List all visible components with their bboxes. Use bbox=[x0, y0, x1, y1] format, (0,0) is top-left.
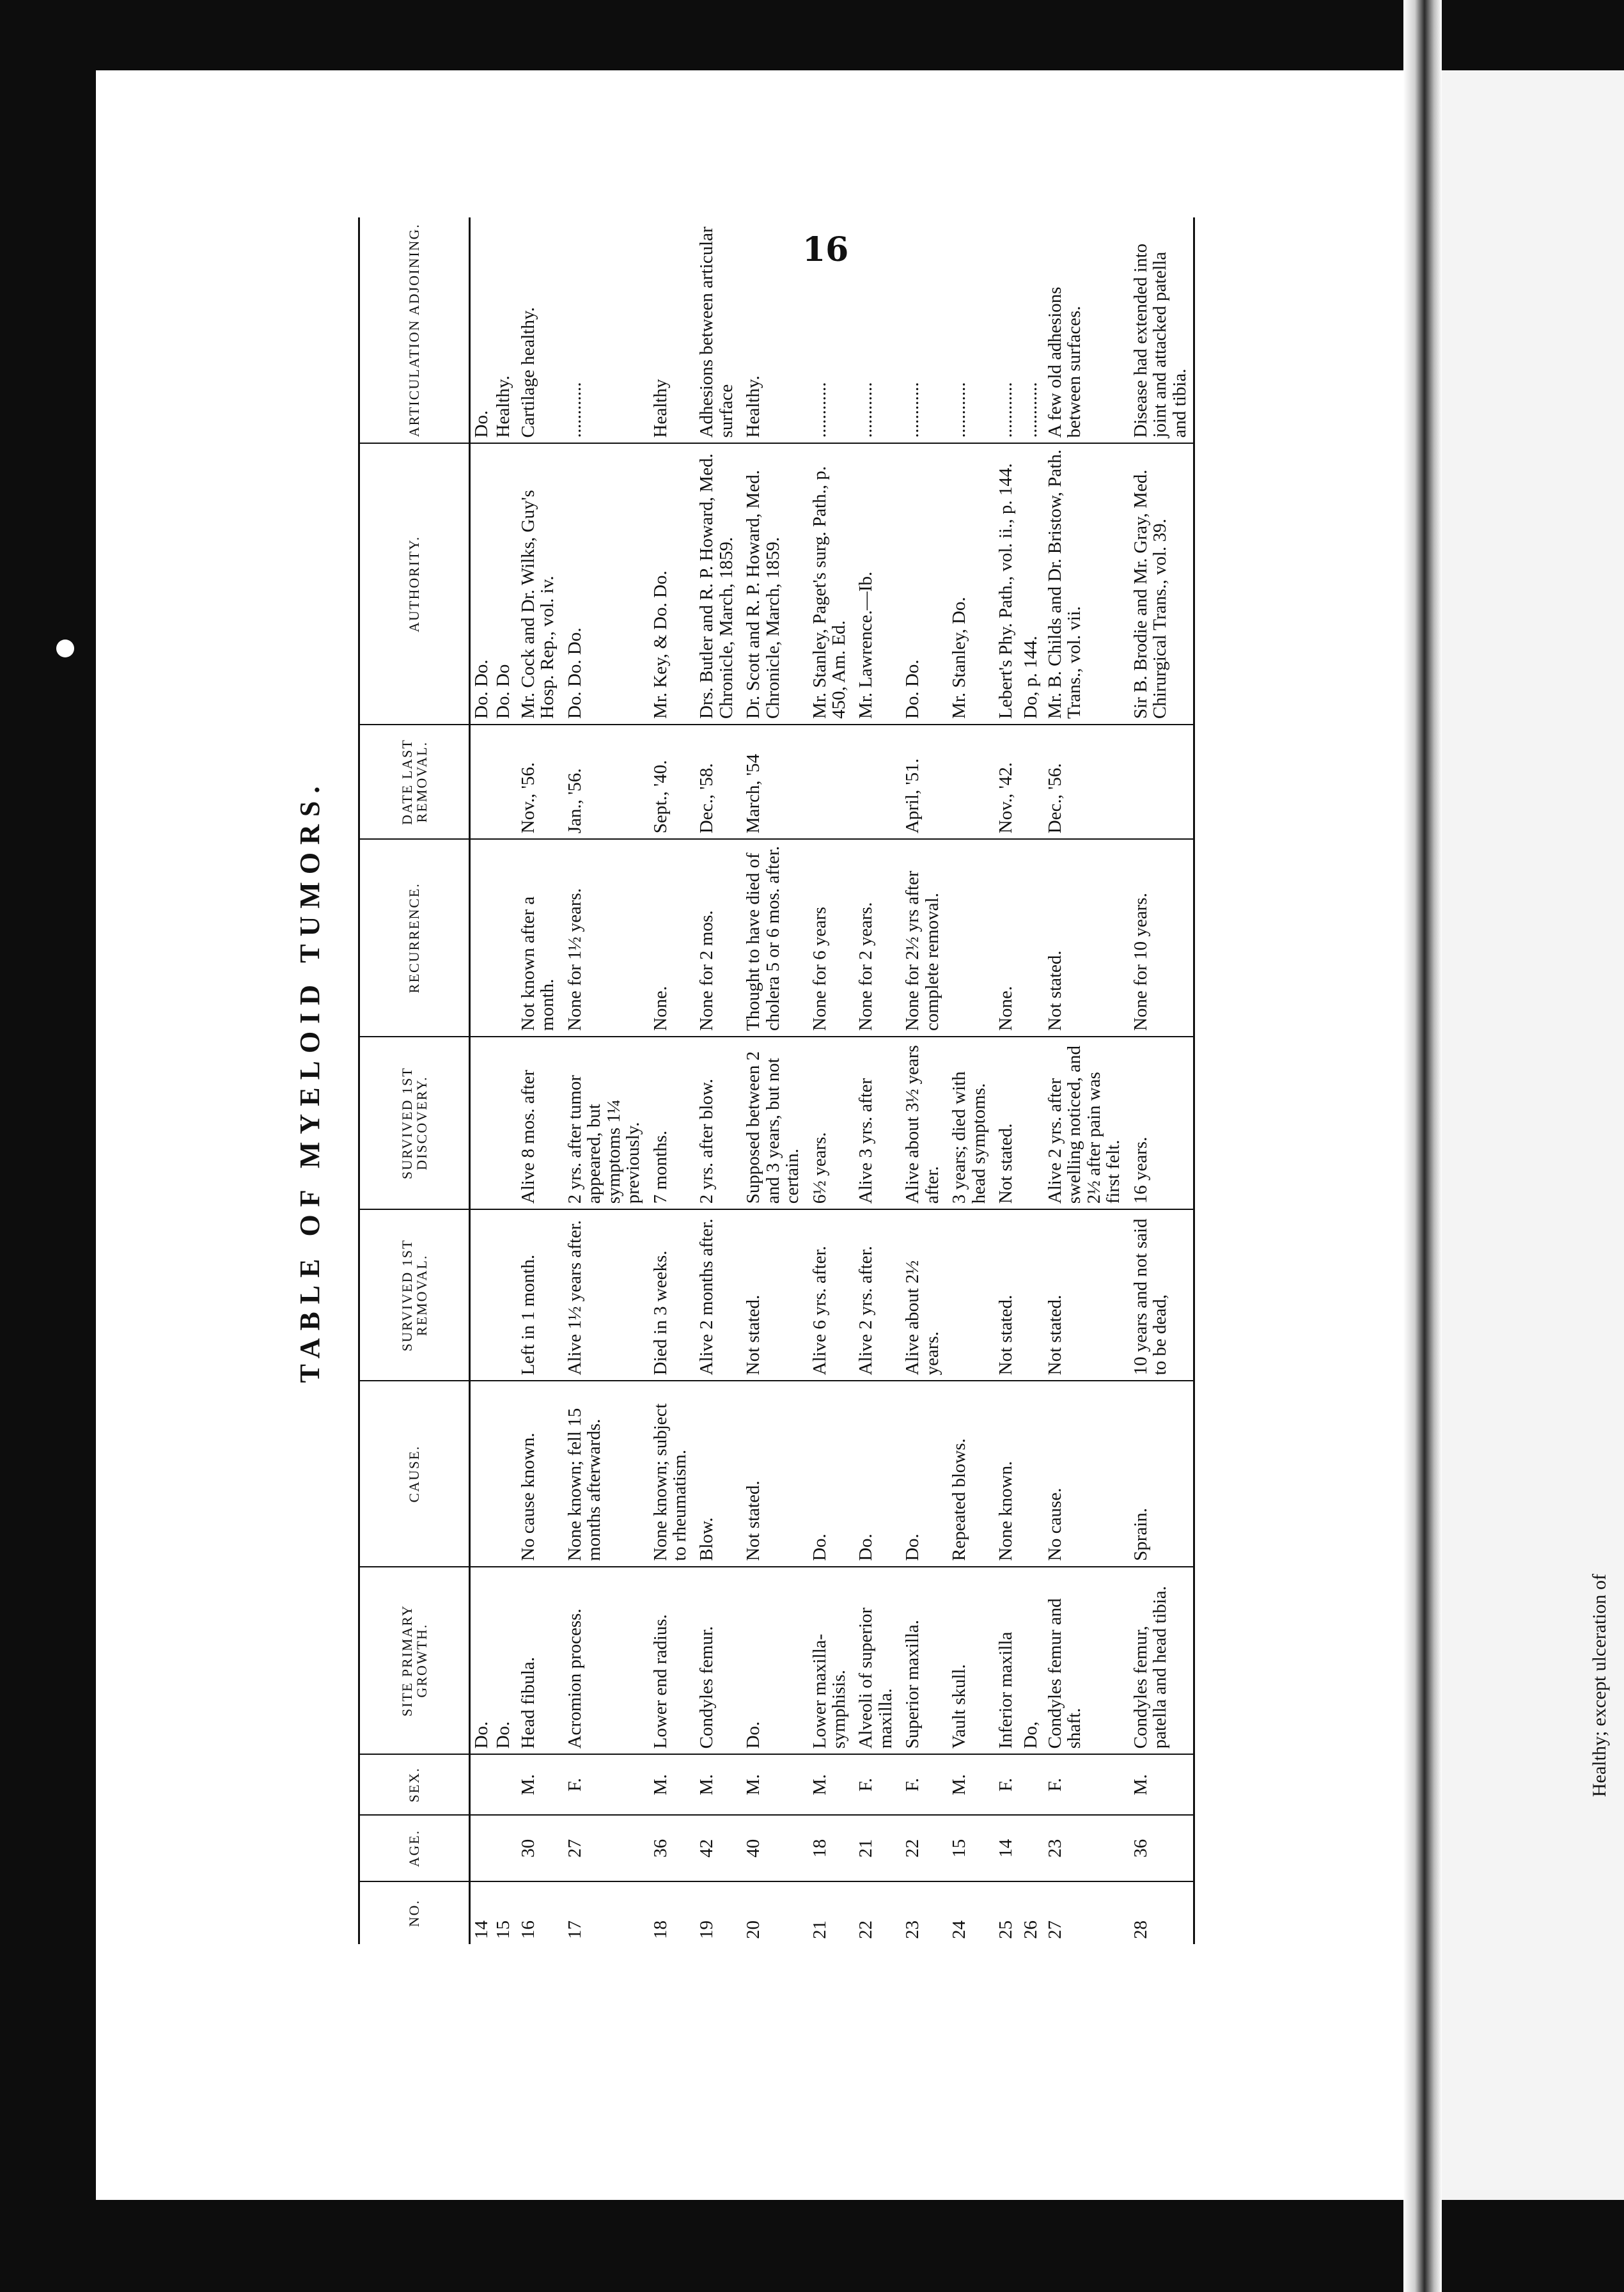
cell-survived-removal: Not stated. bbox=[992, 1209, 1019, 1381]
cell-no: 17 bbox=[564, 1920, 585, 1939]
table-row bbox=[561, 217, 647, 1944]
table-row bbox=[693, 217, 740, 1944]
cell-survived-removal: Alive 2 months after. bbox=[693, 1209, 740, 1381]
cell-authority: Do. Do. bbox=[899, 443, 946, 725]
cell-cause: Sprain. bbox=[1127, 1381, 1194, 1567]
cell-articulation: Do. bbox=[470, 217, 493, 443]
cell-articulation: Disease had extended into joint and attacked patella and tibia. bbox=[1127, 217, 1194, 443]
cell-site: Lower end radius. bbox=[647, 1567, 694, 1754]
cell-sex: M. bbox=[946, 1754, 992, 1815]
adjacent-page-fragment: Healthy; except ulceration of bbox=[1589, 1573, 1610, 1797]
table-header-row bbox=[359, 217, 470, 1944]
cell-site: Do. bbox=[492, 1567, 514, 1754]
cell-survived-discovery: 6½ years. bbox=[806, 1037, 853, 1209]
cell-survived-discovery: Not stated. bbox=[992, 1037, 1019, 1209]
cell-articulation: ............ bbox=[852, 217, 899, 443]
cell-survived-removal: Left in 1 month. bbox=[515, 1209, 561, 1381]
cell-articulation: Adhesions between articular surface bbox=[693, 217, 740, 443]
cell-authority: Mr. Stanley, Do. bbox=[946, 443, 992, 725]
cell-no: 20 bbox=[743, 1920, 764, 1939]
cell-articulation: ............ bbox=[1020, 217, 1042, 443]
cell-articulation: A few old adhesions between surfaces. bbox=[1042, 217, 1127, 443]
cell-age: 22 bbox=[899, 1815, 946, 1881]
cell-sex: M. bbox=[740, 1754, 806, 1815]
cell-sex: F. bbox=[852, 1754, 899, 1815]
cell-survived-discovery bbox=[1020, 1037, 1042, 1209]
header-age: AGE. bbox=[359, 1815, 470, 1881]
cell-survived-removal: Alive about 2½ years. bbox=[899, 1209, 946, 1381]
cell-site: Do. bbox=[740, 1567, 806, 1754]
table-row bbox=[740, 217, 806, 1944]
cell-cause: No cause. bbox=[1042, 1381, 1127, 1567]
cell-cause: None known; fell 15 months afterwards. bbox=[561, 1381, 647, 1567]
cell-survived-removal: Not stated. bbox=[1042, 1209, 1127, 1381]
cell-authority: Mr. Key, & Do. Do. bbox=[647, 443, 694, 725]
header-survived-removal: SURVIVED 1ST REMOVAL. bbox=[359, 1209, 470, 1381]
cell-cause: Do. bbox=[899, 1381, 946, 1567]
cell-survived-discovery: 16 years. bbox=[1127, 1037, 1194, 1209]
cell-no: 19 bbox=[696, 1920, 717, 1939]
cell-site: Vault skull. bbox=[946, 1567, 992, 1754]
cell-site: Condyles femur. bbox=[693, 1567, 740, 1754]
cell-articulation: ............ bbox=[992, 217, 1019, 443]
cell-survived-discovery: 2 yrs. after tumor appeared, but symptoms 1¼ previously. bbox=[561, 1037, 647, 1209]
cell-survived-removal bbox=[470, 1209, 493, 1381]
table-row bbox=[647, 217, 694, 1944]
rotated-table-block bbox=[281, 217, 1464, 1944]
cell-no: 22 bbox=[855, 1920, 877, 1939]
header-sex: SEX. bbox=[359, 1754, 470, 1815]
table-row bbox=[992, 217, 1019, 1944]
cell-survived-discovery bbox=[492, 1037, 514, 1209]
cell-date bbox=[492, 725, 514, 839]
table-row bbox=[1127, 217, 1194, 1944]
header-survived-discovery: SURVIVED 1ST DISCOVERY. bbox=[359, 1037, 470, 1209]
cell-age: 42 bbox=[693, 1815, 740, 1881]
table-row bbox=[470, 217, 493, 1944]
cell-survived-removal: Alive 1½ years after. bbox=[561, 1209, 647, 1381]
cell-authority: Drs. Butler and R. P. Howard, Med. Chronicle, March, 1859. bbox=[693, 443, 740, 725]
page-number: 16 bbox=[802, 230, 849, 269]
cell-articulation: ............ bbox=[806, 217, 853, 443]
cell-authority: Mr. B. Childs and Dr. Bristow, Path. Trans., vol. vii. bbox=[1042, 443, 1127, 725]
cell-site: Alveoli of superior maxilla. bbox=[852, 1567, 899, 1754]
cell-articulation: Healthy bbox=[647, 217, 694, 443]
cell-authority: Do. Do bbox=[492, 443, 514, 725]
cell-cause: Repeated blows. bbox=[946, 1381, 992, 1567]
cell-no: 25 bbox=[995, 1920, 1017, 1939]
cell-site: Condyles femur, patella and head tibia. bbox=[1127, 1567, 1194, 1754]
cell-date bbox=[946, 725, 992, 839]
cell-recurrence: Not stated. bbox=[1042, 839, 1127, 1037]
cell-no: 18 bbox=[650, 1920, 671, 1939]
cell-sex: M. bbox=[647, 1754, 694, 1815]
cell-no: 16 bbox=[517, 1920, 538, 1939]
cell-survived-discovery: Supposed between 2 and 3 years, but not certain. bbox=[740, 1037, 806, 1209]
cell-age bbox=[470, 1815, 493, 1881]
scan-border-top bbox=[0, 0, 1624, 70]
cell-survived-discovery: 2 yrs. after blow. bbox=[693, 1037, 740, 1209]
cell-date: Nov., '42. bbox=[992, 725, 1019, 839]
cell-cause: No cause known. bbox=[515, 1381, 561, 1567]
cell-cause: Do. bbox=[806, 1381, 853, 1567]
cell-authority: Mr. Stanley, Paget's surg. Path., p. 450, Am. Ed. bbox=[806, 443, 853, 725]
cell-cause bbox=[470, 1381, 493, 1567]
cell-survived-removal: 10 years and not said to be dead, bbox=[1127, 1209, 1194, 1381]
cell-cause bbox=[1020, 1381, 1042, 1567]
adjacent-page bbox=[1442, 70, 1624, 2200]
cell-recurrence: Not known after a month. bbox=[515, 839, 561, 1037]
cell-age: 36 bbox=[1127, 1815, 1194, 1881]
cell-no: 27 bbox=[1044, 1920, 1065, 1939]
header-no: NO. bbox=[359, 1881, 470, 1944]
cell-survived-removal bbox=[946, 1209, 992, 1381]
cell-articulation: Healthy. bbox=[492, 217, 514, 443]
cell-no: 15 bbox=[493, 1920, 514, 1939]
cell-date: Dec., '56. bbox=[1042, 725, 1127, 839]
cell-survived-removal: Alive 2 yrs. after. bbox=[852, 1209, 899, 1381]
cell-survived-discovery bbox=[470, 1037, 493, 1209]
cell-date bbox=[806, 725, 853, 839]
cell-date bbox=[1020, 725, 1042, 839]
cell-age: 36 bbox=[647, 1815, 694, 1881]
cell-survived-removal: Alive 6 yrs. after. bbox=[806, 1209, 853, 1381]
cell-survived-removal: Not stated. bbox=[740, 1209, 806, 1381]
table-row bbox=[1020, 217, 1042, 1944]
table-row bbox=[1042, 217, 1127, 1944]
cell-survived-discovery: 7 months. bbox=[647, 1037, 694, 1209]
cell-recurrence: None. bbox=[647, 839, 694, 1037]
cell-no: 28 bbox=[1127, 1881, 1194, 1944]
cell-date bbox=[1127, 725, 1194, 839]
myeloid-tumors-table bbox=[358, 217, 1195, 1944]
cell-date: April, '51. bbox=[899, 725, 946, 839]
cell-recurrence: None. bbox=[992, 839, 1019, 1037]
cell-age: 18 bbox=[806, 1815, 853, 1881]
cell-authority: Mr. Cock and Dr. Wilks, Guy's Hosp. Rep., vol. iv. bbox=[515, 443, 561, 725]
cell-site: Inferior maxilla bbox=[992, 1567, 1019, 1754]
cell-age: 21 bbox=[852, 1815, 899, 1881]
cell-sex: M. bbox=[693, 1754, 740, 1815]
header-date-last-removal: DATE LAST REMOVAL. bbox=[359, 725, 470, 839]
cell-cause: Blow. bbox=[693, 1381, 740, 1567]
cell-no: 26 bbox=[1020, 1920, 1041, 1939]
cell-site: Condyles femur and shaft. bbox=[1042, 1567, 1127, 1754]
cell-cause: None known. bbox=[992, 1381, 1019, 1567]
cell-recurrence: None for 6 years bbox=[806, 839, 853, 1037]
cell-articulation: Healthy. bbox=[740, 217, 806, 443]
cell-sex: M. bbox=[806, 1754, 853, 1815]
header-site: SITE PRIMARY GROWTH. bbox=[359, 1567, 470, 1754]
cell-age: 14 bbox=[992, 1815, 1019, 1881]
cell-date bbox=[852, 725, 899, 839]
cell-sex: F. bbox=[1042, 1754, 1127, 1815]
cell-age: 15 bbox=[946, 1815, 992, 1881]
cell-authority: Sir B. Brodie and Mr. Gray, Med. Chirurgical Trans., vol. 39. bbox=[1127, 443, 1194, 725]
cell-age: 40 bbox=[740, 1815, 806, 1881]
header-authority: AUTHORITY. bbox=[359, 443, 470, 725]
cell-site: Do, bbox=[1020, 1567, 1042, 1754]
cell-authority: Do, p. 144. bbox=[1020, 443, 1042, 725]
cell-cause: Do. bbox=[852, 1381, 899, 1567]
cell-articulation: ............ bbox=[899, 217, 946, 443]
cell-age bbox=[1020, 1815, 1042, 1881]
cell-authority: Lebert's Phy. Path., vol. ii., p. 144. bbox=[992, 443, 1019, 725]
cell-recurrence: Thought to have died of cholera 5 or 6 mos. after. bbox=[740, 839, 806, 1037]
cell-cause bbox=[492, 1381, 514, 1567]
cell-cause: None known; subject to rheumatism. bbox=[647, 1381, 694, 1567]
cell-survived-removal bbox=[1020, 1209, 1042, 1381]
cell-no: 24 bbox=[949, 1920, 970, 1939]
cell-site: Head fibula. bbox=[515, 1567, 561, 1754]
cell-site: Acromion process. bbox=[561, 1567, 647, 1754]
cell-sex: F. bbox=[899, 1754, 946, 1815]
header-articulation: ARTICULATION ADJOINING. bbox=[359, 217, 470, 443]
cell-survived-discovery: 3 years; died with head symptoms. bbox=[946, 1037, 992, 1209]
cell-survived-removal bbox=[492, 1209, 514, 1381]
cell-age: 23 bbox=[1042, 1815, 1127, 1881]
cell-sex: F. bbox=[561, 1754, 647, 1815]
cell-recurrence bbox=[470, 839, 493, 1037]
table-row bbox=[806, 217, 853, 1944]
header-cause: CAUSE. bbox=[359, 1381, 470, 1567]
table-row bbox=[852, 217, 899, 1944]
cell-recurrence bbox=[492, 839, 514, 1037]
cell-cause: Not stated. bbox=[740, 1381, 806, 1567]
cell-no: 14 bbox=[471, 1920, 492, 1939]
cell-articulation: ............ bbox=[561, 217, 647, 443]
scan-border-bottom bbox=[0, 2200, 1624, 2292]
cell-articulation: Cartilage healthy. bbox=[515, 217, 561, 443]
cell-site: Do. bbox=[470, 1567, 493, 1754]
cell-site: Lower maxilla-symphisis. bbox=[806, 1567, 853, 1754]
cell-authority: Mr. Lawrence.—Ib. bbox=[852, 443, 899, 725]
cell-site: Superior maxilla. bbox=[899, 1567, 946, 1754]
cell-recurrence bbox=[946, 839, 992, 1037]
cell-recurrence: None for 2½ yrs after complete removal. bbox=[899, 839, 946, 1037]
cell-authority: Do. Do. Do. bbox=[561, 443, 647, 725]
cell-sex: M. bbox=[515, 1754, 561, 1815]
cell-authority: Do. Do. bbox=[470, 443, 493, 725]
cell-recurrence: None for 2 mos. bbox=[693, 839, 740, 1037]
cell-no: 23 bbox=[902, 1920, 923, 1939]
cell-date: Sept., '40. bbox=[647, 725, 694, 839]
cell-sex bbox=[492, 1754, 514, 1815]
cell-age bbox=[492, 1815, 514, 1881]
cell-sex: F. bbox=[992, 1754, 1019, 1815]
cell-age: 27 bbox=[561, 1815, 647, 1881]
cell-sex bbox=[470, 1754, 493, 1815]
cell-sex bbox=[1020, 1754, 1042, 1815]
cell-articulation: ............ bbox=[946, 217, 992, 443]
table-title: TABLE OF MYELOID TUMORS. bbox=[294, 778, 325, 1383]
cell-no: 21 bbox=[809, 1920, 830, 1939]
cell-date: Dec., '58. bbox=[693, 725, 740, 839]
cell-authority: Dr. Scott and R. P. Howard, Med. Chronicle, March, 1859. bbox=[740, 443, 806, 725]
header-recurrence: RECURRENCE. bbox=[359, 839, 470, 1037]
cell-survived-discovery: Alive 3 yrs. after bbox=[852, 1037, 899, 1209]
binding-hole bbox=[56, 640, 74, 657]
cell-recurrence: None for 1½ years. bbox=[561, 839, 647, 1037]
table-row bbox=[492, 217, 514, 1944]
cell-survived-discovery: Alive 8 mos. after bbox=[515, 1037, 561, 1209]
cell-date: Jan., '56. bbox=[561, 725, 647, 839]
table-row bbox=[515, 217, 561, 1944]
cell-sex: M. bbox=[1127, 1754, 1194, 1815]
cell-recurrence bbox=[1020, 839, 1042, 1037]
cell-survived-removal: Died in 3 weeks. bbox=[647, 1209, 694, 1381]
cell-survived-discovery: Alive about 3½ years after. bbox=[899, 1037, 946, 1209]
cell-age: 30 bbox=[515, 1815, 561, 1881]
cell-date bbox=[470, 725, 493, 839]
scan-border-left bbox=[0, 0, 96, 2292]
table-row bbox=[946, 217, 992, 1944]
cell-recurrence: None for 10 years. bbox=[1127, 839, 1194, 1037]
cell-recurrence: None for 2 years. bbox=[852, 839, 899, 1037]
cell-date: Nov., '56. bbox=[515, 725, 561, 839]
table-row bbox=[899, 217, 946, 1944]
cell-date: March, '54 bbox=[740, 725, 806, 839]
cell-survived-discovery: Alive 2 yrs. after swelling noticed, and 2½ after pain was first felt. bbox=[1042, 1037, 1127, 1209]
